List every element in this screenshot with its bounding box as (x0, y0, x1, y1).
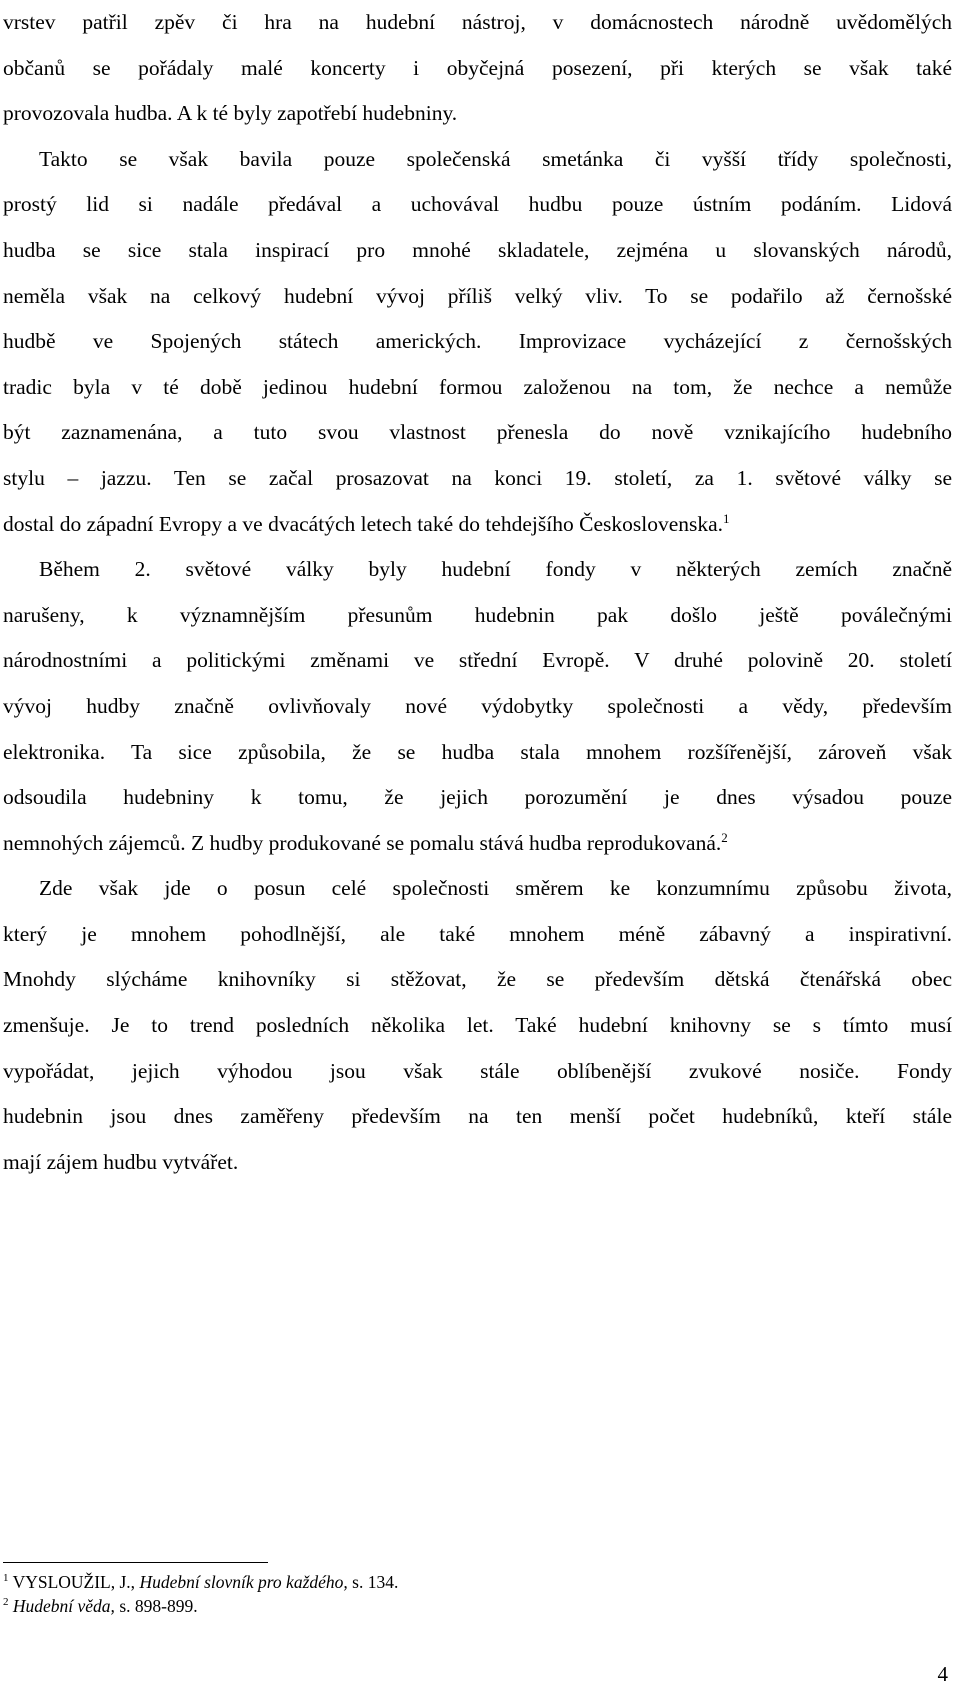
text-line: neměla však na celkový hudební vývoj příliš velký vliv. To se podařilo až černošské (3, 283, 952, 308)
text-line: Zde však jde o posun celé společnosti směrem ke konzumnímu způsobu života, (39, 876, 952, 901)
text-line: provozovala hudba. A k té byly zapotřebí hudebniny. (3, 101, 458, 126)
text-line: zmenšuje. Je to trend posledních několika let. Také hudební knihovny se s tímto musí (3, 1013, 952, 1038)
footnote-number: 2 (3, 1596, 9, 1609)
footnote-number: 1 (3, 1572, 9, 1585)
text-line: tradic byla v té době jedinou hudební formou založenou na tom, že nechce a nemůže (3, 374, 952, 399)
footnotes (3, 1570, 903, 1618)
text-line: nemnohých zájemců. Z hudby produkované se pomalu stává hudba reprodukovaná.$^2$ (3, 829, 728, 855)
body-text (3, 0, 952, 1185)
text-line: občanů se pořádaly malé koncerty i obyčejná posezení, při kterých se však také (3, 55, 952, 80)
paragraph (3, 137, 952, 547)
paragraph (3, 547, 952, 866)
text-line: Během 2. světové války byly hudební fondy v některých zemích značně (39, 557, 952, 582)
footnote-title: Hudební věda, (12, 1596, 115, 1616)
text-line: hudebnin jsou dnes zaměřeny především na ten menší počet hudebníků, kteří stále (3, 1104, 952, 1129)
footnote-reference: 1 (723, 510, 730, 526)
footnote (3, 1594, 903, 1618)
text-line: narušeny, k významnějším přesunům hudebnin pak došlo ještě poválečnými (3, 602, 952, 627)
text-line: Mnohdy slýcháme knihovníky si stěžovat, že se především dětská čtenářská obec (3, 967, 952, 992)
text-line: být zaznamenána, a tuto svou vlastnost přenesla do nově vznikajícího hudebního (3, 420, 952, 445)
footnote-pages: s. 898-899. (114, 1596, 198, 1616)
footnote-separator (3, 1562, 268, 1563)
text-line: prostý lid si nadále předával a uchovával hudbu pouze ústním podáním. Lidová (3, 192, 952, 217)
footnote-author: VYSLOUŽIL, J., (12, 1572, 136, 1592)
text-line: odsoudila hudebniny k tomu, že jejich porozumění je dnes výsadou pouze (3, 785, 952, 810)
text-line: vrstev patřil zpěv či hra na hudební nástroj, v domácnostech národně uvědomělých (3, 10, 952, 34)
text-line: hudba se sice stala inspirací pro mnohé skladatele, zejména u slovanských národů, (3, 237, 952, 262)
text-line: dostal do západní Evropy a ve dvacátých letech také do tehdejšího Československa.$^1$ (3, 510, 730, 536)
text-line: stylu – jazzu. Ten se začal prosazovat na konci 19. století, za 1. světové války se (3, 465, 952, 490)
text-line: vývoj hudby značně ovlivňovaly nové výdobytky společnosti a vědy, především (3, 693, 952, 718)
footnote-reference: 2 (721, 829, 728, 845)
text-line: mají zájem hudbu vytvářet. (3, 1149, 239, 1174)
page-number: 4 (937, 1662, 948, 1686)
footnote (3, 1570, 903, 1594)
footnote-pages: s. 134. (347, 1572, 399, 1592)
paragraph (3, 0, 952, 137)
footnote-title: Hudební slovník pro každého, (139, 1572, 348, 1592)
text-line: vypořádat, jejich výhodou jsou však stále oblíbenější zvukové nosiče. Fondy (3, 1058, 952, 1083)
text-line: národnostními a politickými změnami ve střední Evropě. V druhé polovině 20. století (3, 648, 952, 673)
paragraph (3, 866, 952, 1185)
text-line: elektronika. Ta sice způsobila, že se hudba stala mnohem rozšířenější, zároveň však (3, 739, 952, 764)
text-line: který je mnohem pohodlnější, ale také mnohem méně zábavný a inspirativní. (3, 921, 952, 946)
text-line: hudbě ve Spojených státech amerických. Improvizace vycházející z černošských (3, 329, 952, 354)
text-line: Takto se však bavila pouze společenská smetánka či vyšší třídy společnosti, (39, 146, 952, 171)
